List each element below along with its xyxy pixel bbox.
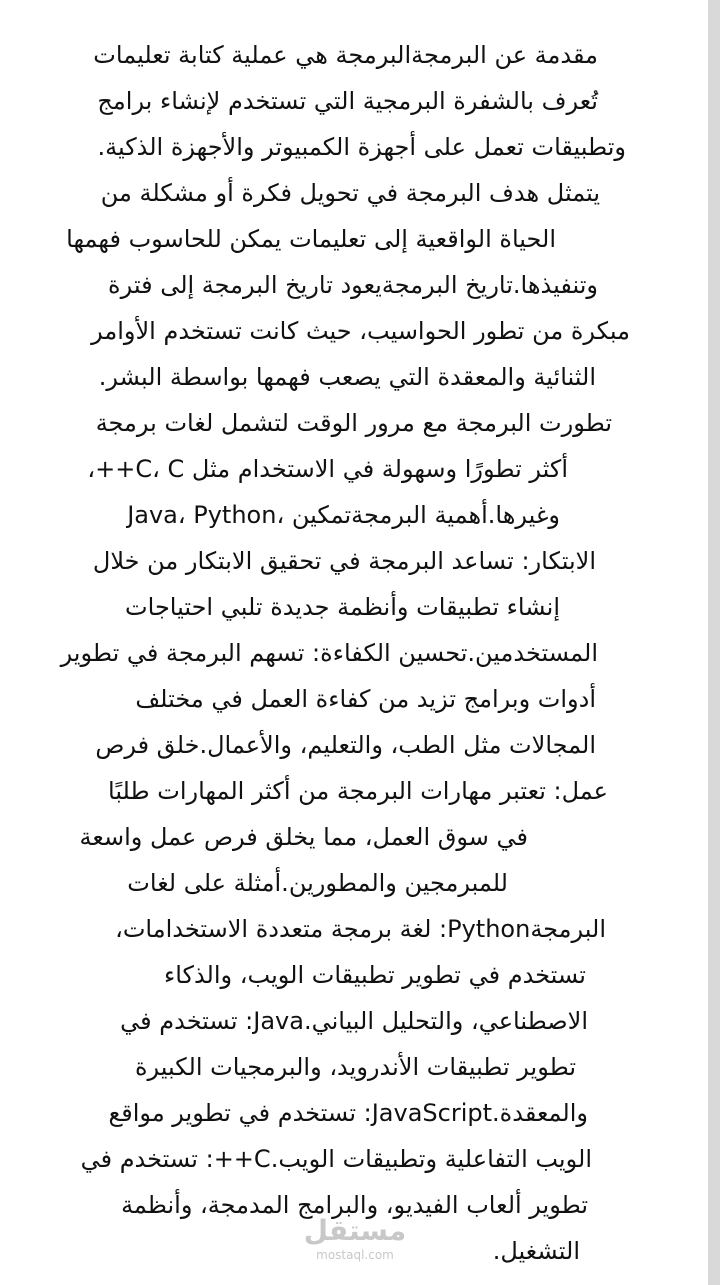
text-line: في سوق العمل، مما يخلق فرص عمل واسعة [79,823,528,851]
text-line: الابتكار: تساعد البرمجة في تحقيق الابتكار من خلال [92,547,596,575]
text-line: تطورت البرمجة مع مرور الوقت لتشمل لغات برمجة [95,409,612,437]
text-line: مبكرة من تطور الحواسيب، حيث كانت تستخدم الأوامر [91,317,630,345]
text-line: Java، Python، وغيرها.أهمية البرمجةتمكين [127,501,560,529]
text-line: والمعقدة.JavaScript: تستخدم في تطوير مواقع [108,1099,588,1127]
text-line: وتنفيذها.تاريخ البرمجةيعود تاريخ البرمجة إلى فترة [108,271,598,299]
text-line: تطوير ألعاب الفيديو، والبرامج المدمجة، وأنظمة [121,1191,588,1219]
text-line: المجالات مثل الطب، والتعليم، والأعمال.خلق فرص [95,731,596,759]
text-line: وتطبيقات تعمل على أجهزة الكمبيوتر والأجهزة الذكية. [97,133,626,161]
text-line: الحياة الواقعية إلى تعليمات يمكن للحاسوب فهمها [66,225,556,253]
text-line: إنشاء تطبيقات وأنظمة جديدة تلبي احتياجات [125,593,560,621]
text-line: للمبرمجين والمطورين.أمثلة على لغات [127,869,508,897]
text-line: الثنائية والمعقدة التي يصعب فهمها بواسطة البشر. [98,363,596,391]
watermark-logo: مستقل [303,1214,407,1247]
text-line: التشغيل. [492,1237,580,1265]
watermark [300,1214,410,1274]
text-line: عمل: تعتبر مهارات البرمجة من أكثر المهارات طلبًا [108,777,608,805]
text-line: يتمثل هدف البرمجة في تحويل فكرة أو مشكلة من [100,179,600,207]
page-edge [708,0,720,1285]
text-line: المستخدمين.تحسين الكفاءة: تسهم البرمجة في تطوير [60,639,598,667]
text-line: تطوير تطبيقات الأندرويد، والبرمجيات الكبيرة [134,1053,576,1081]
text-line: أدوات وبرامج تزيد من كفاءة العمل في مختلف [135,685,596,713]
text-line: تستخدم في تطوير تطبيقات الويب، والذكاء [163,961,586,989]
text-line: الاصطناعي، والتحليل البياني.Java: تستخدم في [120,1007,588,1035]
watermark-site: mostaql.com [316,1248,394,1262]
text-line: مقدمة عن البرمجةالبرمجة هي عملية كتابة تعليمات [93,41,598,69]
text-line: البرمجةPython: لغة برمجة متعددة الاستخدامات، [115,915,606,943]
text-line: أكثر تطورًا وسهولة في الاستخدام مثل C، C++، [87,455,568,483]
text-line: تُعرف بالشفرة البرمجية التي تستخدم لإنشاء برامج [97,87,598,115]
text-line: الويب التفاعلية وتطبيقات الويب.C++: تستخدم في [80,1145,592,1173]
